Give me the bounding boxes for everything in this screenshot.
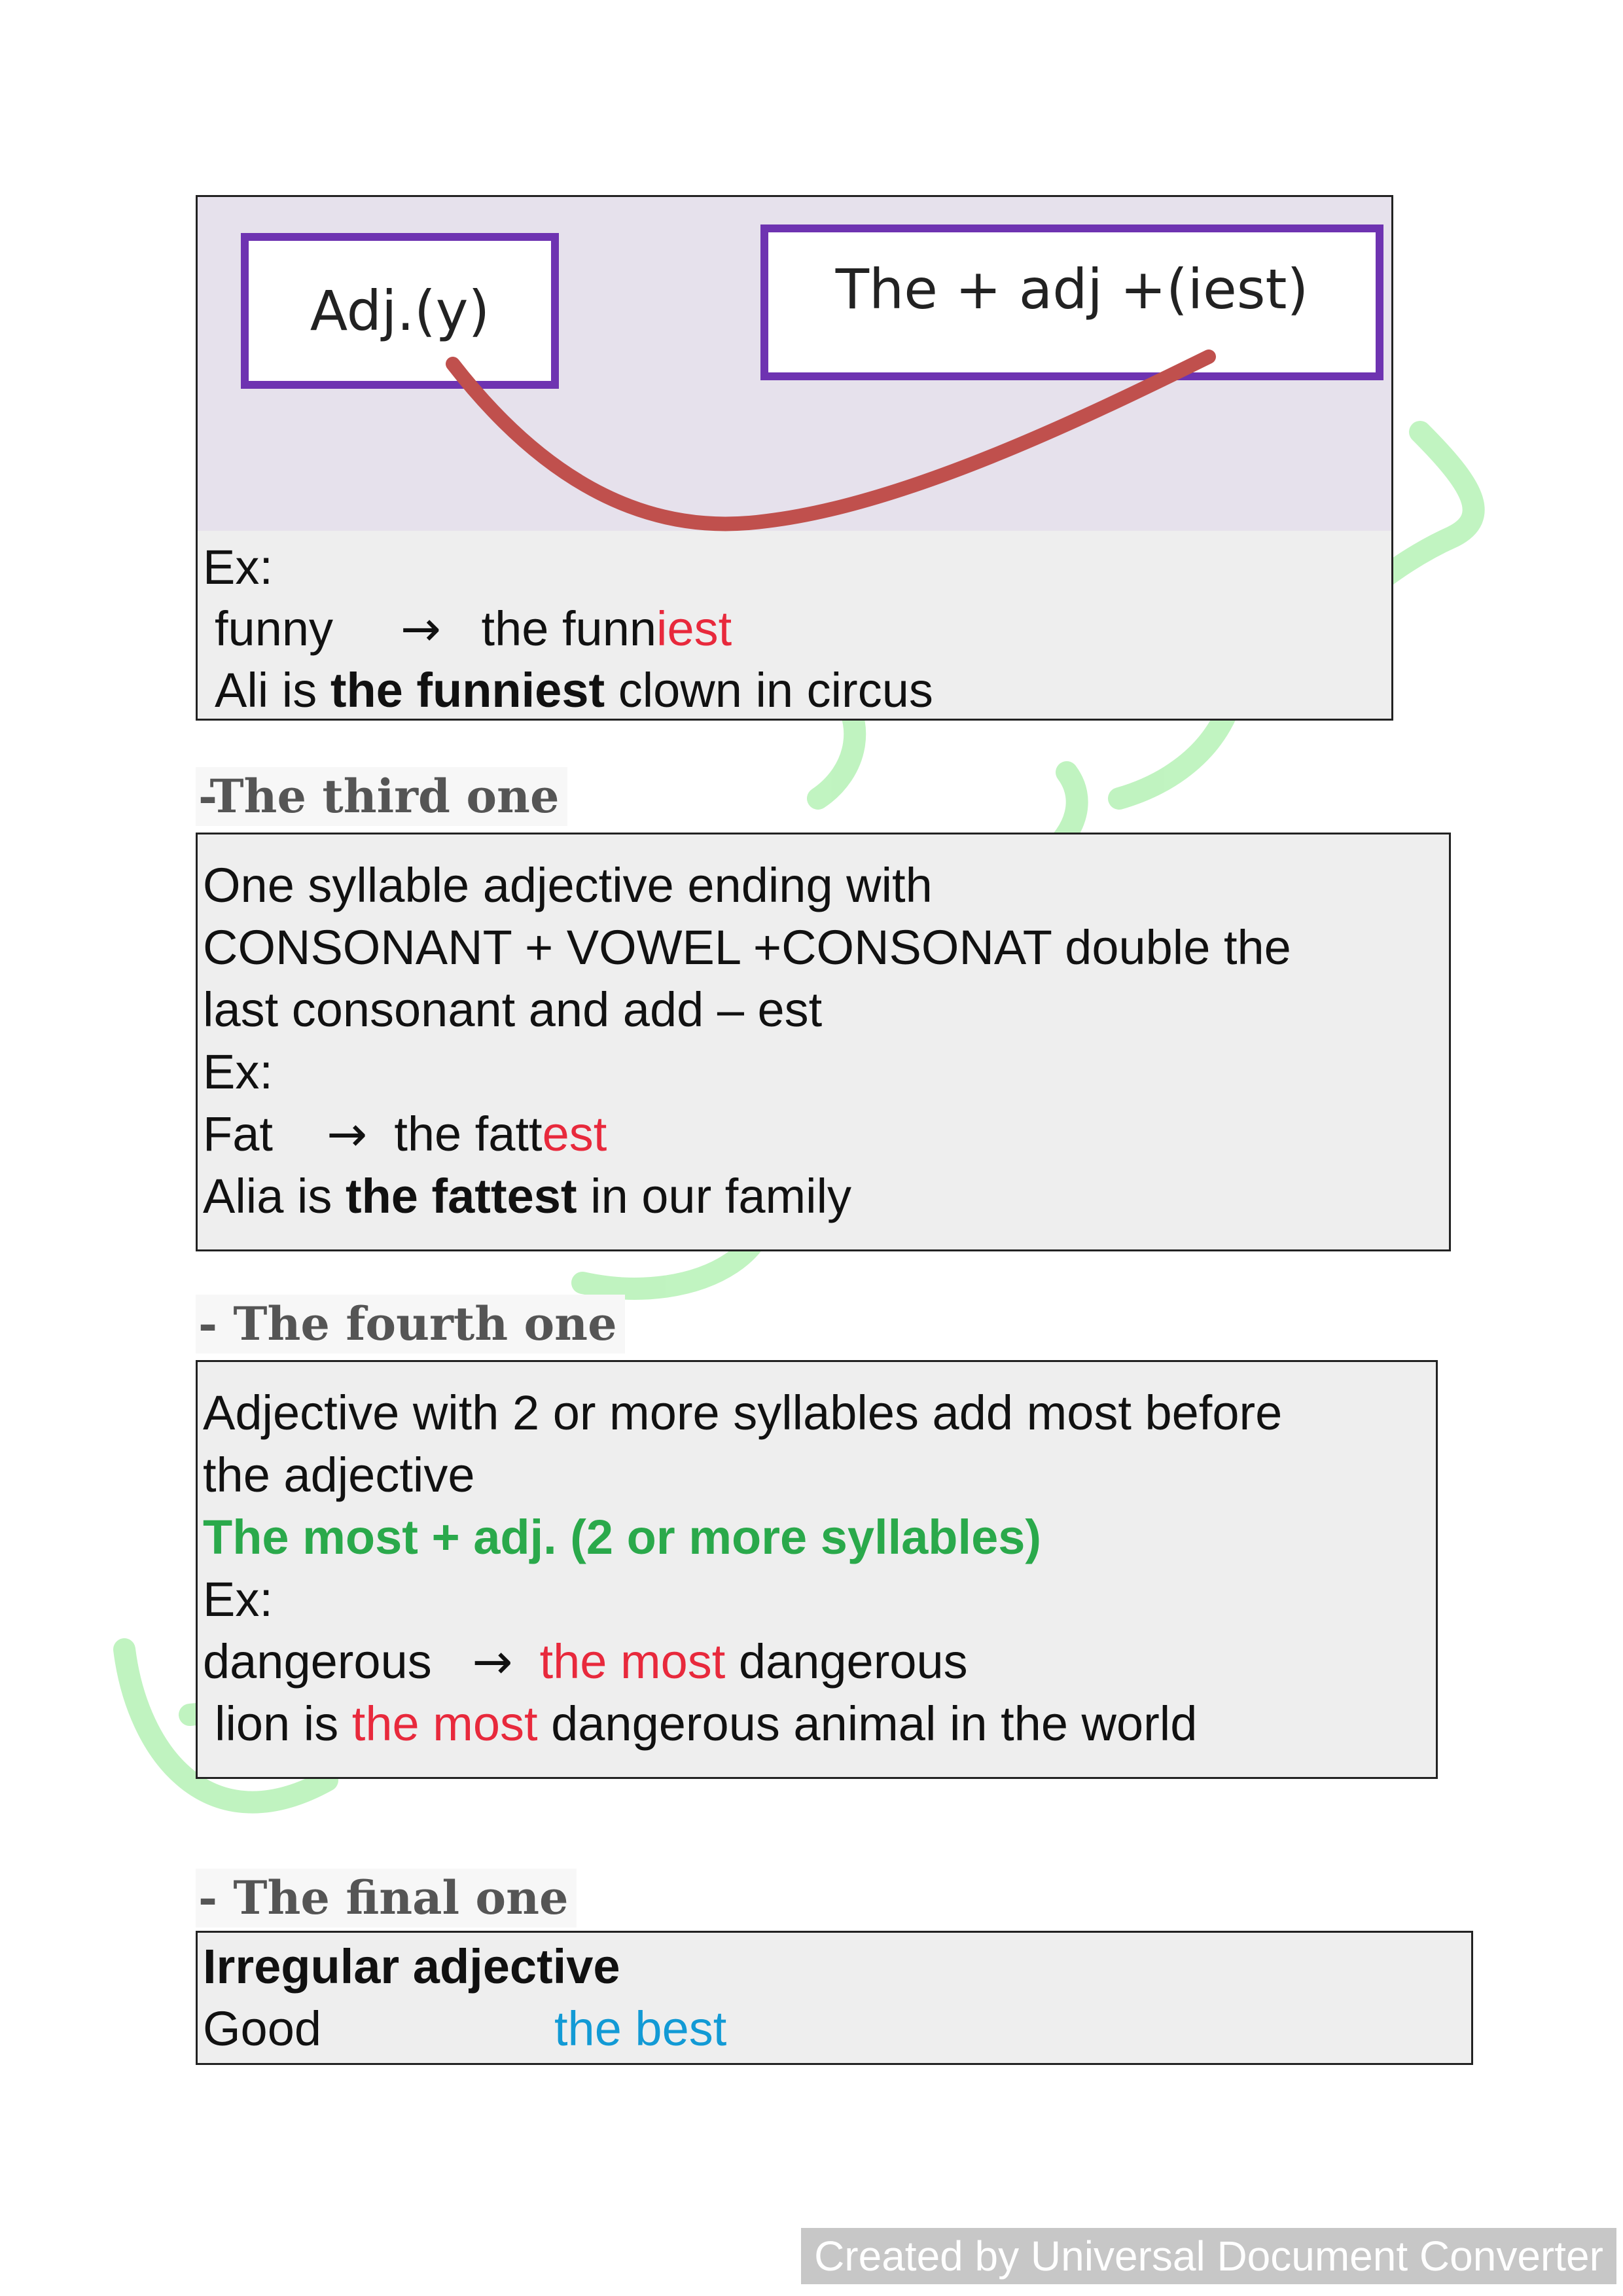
fourth-line-2: the adjective bbox=[203, 1448, 475, 1502]
third-line-2: CONSONANT + VOWEL +CONSONAT double the bbox=[203, 920, 1291, 975]
final-title: Irregular adjective bbox=[203, 1939, 620, 1994]
example-line: funny → the funniest bbox=[215, 601, 732, 657]
fourth-line-1: Adjective with 2 or more syllables add most before bbox=[203, 1386, 1283, 1440]
final-heading: - The final one bbox=[196, 1869, 577, 1928]
final-example-result: the best bbox=[554, 2001, 727, 2056]
fourth-rule-formula: The most + adj. (2 or more syllables) bbox=[203, 1510, 1042, 1564]
superlative-y-box bbox=[196, 195, 1393, 721]
connector-curve bbox=[198, 197, 1391, 537]
final-rule-box bbox=[196, 1931, 1473, 2065]
fourth-rule-box bbox=[196, 1360, 1438, 1779]
fourth-example-line: dangerous → the most dangerous bbox=[203, 1634, 968, 1690]
third-heading: -The third one bbox=[196, 767, 567, 826]
fourth-example-sentence: lion is the most dangerous animal in the world bbox=[215, 1696, 1198, 1751]
third-line-1: One syllable adjective ending with bbox=[203, 858, 933, 912]
final-example-word: Good bbox=[203, 2001, 322, 2056]
fourth-ex-label: Ex: bbox=[203, 1572, 273, 1626]
ex-label: Ex: bbox=[203, 540, 273, 594]
third-ex-label: Ex: bbox=[203, 1045, 273, 1099]
adj-y-label: Adj.(y) bbox=[310, 279, 490, 343]
rule-label: The + adj +(iest) bbox=[835, 257, 1309, 321]
third-line-3: last consonant and add – est bbox=[203, 982, 823, 1037]
fourth-heading: - The fourth one bbox=[196, 1295, 625, 1354]
third-example-sentence: Alia is the fattest in our family bbox=[203, 1169, 852, 1223]
third-example-line: Fat → the fattest bbox=[203, 1106, 607, 1162]
converter-footer: Created by Universal Document Converter bbox=[801, 2228, 1616, 2284]
example-sentence: Ali is the funniest clown in circus bbox=[215, 663, 933, 717]
third-rule-box bbox=[196, 833, 1451, 1251]
